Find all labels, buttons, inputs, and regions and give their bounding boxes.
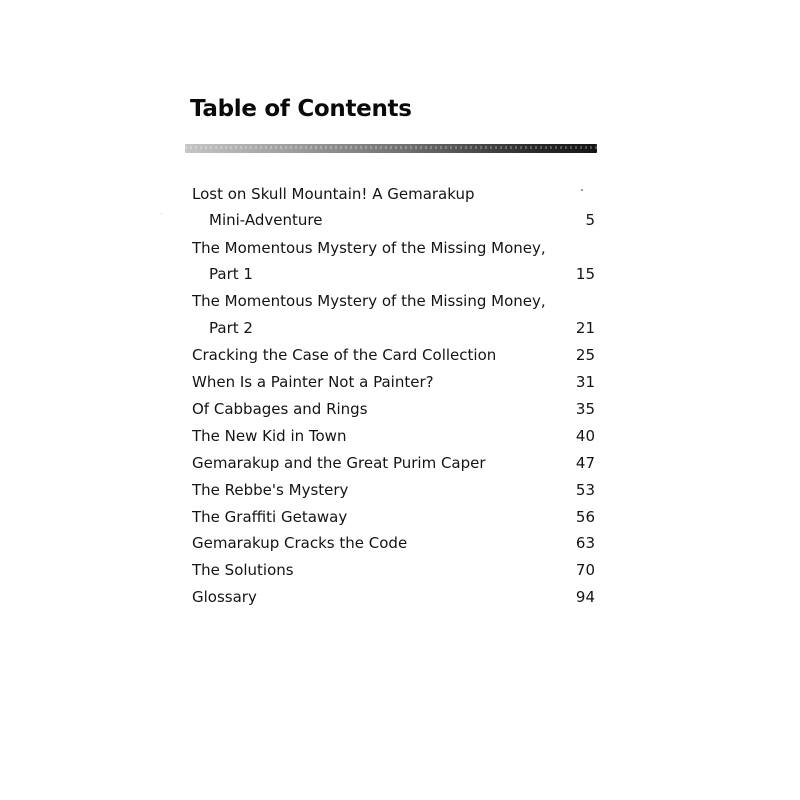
toc-entry-page-number: 31 — [575, 373, 595, 391]
toc-entry-line — [0, 182, 800, 206]
toc-entry-title: The Rebbe's Mystery — [192, 481, 349, 499]
toc-entry-title: Cracking the Case of the Card Collection — [192, 346, 497, 364]
toc-entry-line — [0, 558, 800, 582]
page-title: Table of Contents — [190, 96, 412, 122]
toc-entry-line — [0, 585, 800, 609]
toc-entry-line — [0, 531, 800, 555]
toc-entry-title: Gemarakup Cracks the Code — [192, 534, 408, 552]
toc-entry-line — [0, 451, 800, 475]
toc-entry-page-number: 35 — [575, 400, 595, 418]
toc-entry-page-number: 47 — [575, 454, 595, 472]
toc-entry-title: The New Kid in Town — [192, 427, 347, 445]
toc-entry-page-number: 5 — [585, 211, 595, 229]
toc-entry-title: Glossary — [192, 588, 257, 606]
toc-entry-line — [0, 289, 800, 313]
toc-entry-line — [0, 343, 800, 367]
toc-entry-page-number: 25 — [575, 346, 595, 364]
toc-entry-line — [0, 424, 800, 448]
toc-entry-page-number: 56 — [575, 508, 595, 526]
toc-entry-line — [0, 478, 800, 502]
toc-entry-title-continued: Part 1 — [209, 265, 253, 283]
toc-entry-title: The Graffiti Getaway — [192, 508, 348, 526]
toc-entry-line — [0, 208, 800, 232]
toc-entry-title: When Is a Painter Not a Painter? — [192, 373, 434, 391]
toc-entry-page-number: 15 — [575, 265, 595, 283]
toc-entry-line — [0, 262, 800, 286]
toc-entry-title: Lost on Skull Mountain! A Gemarakup — [192, 185, 475, 203]
toc-entry-page-number: 70 — [575, 561, 595, 579]
toc-entry-page-number: 63 — [575, 534, 595, 552]
title-underline-rule — [185, 144, 597, 153]
toc-entry-title-continued: Mini-Adventure — [209, 211, 323, 229]
toc-entry-page-number: 40 — [575, 427, 595, 445]
toc-entry-page-number: 53 — [575, 481, 595, 499]
toc-entry-line — [0, 397, 800, 421]
toc-entry-title: The Momentous Mystery of the Missing Money, — [192, 239, 546, 257]
toc-entry-title: The Momentous Mystery of the Missing Money, — [192, 292, 546, 310]
toc-entry-title: Gemarakup and the Great Purim Caper — [192, 454, 486, 472]
toc-entry-page-number: 94 — [575, 588, 595, 606]
scan-speck — [161, 213, 162, 214]
toc-entry-page-number: 21 — [575, 319, 595, 337]
toc-entry-title-continued: Part 2 — [209, 319, 253, 337]
toc-entry-title: The Solutions — [192, 561, 294, 579]
toc-entry-line — [0, 370, 800, 394]
toc-entry-line — [0, 316, 800, 340]
toc-entry-line — [0, 236, 800, 260]
toc-entry-title: Of Cabbages and Rings — [192, 400, 368, 418]
toc-entry-line — [0, 505, 800, 529]
scan-speck — [581, 189, 583, 191]
